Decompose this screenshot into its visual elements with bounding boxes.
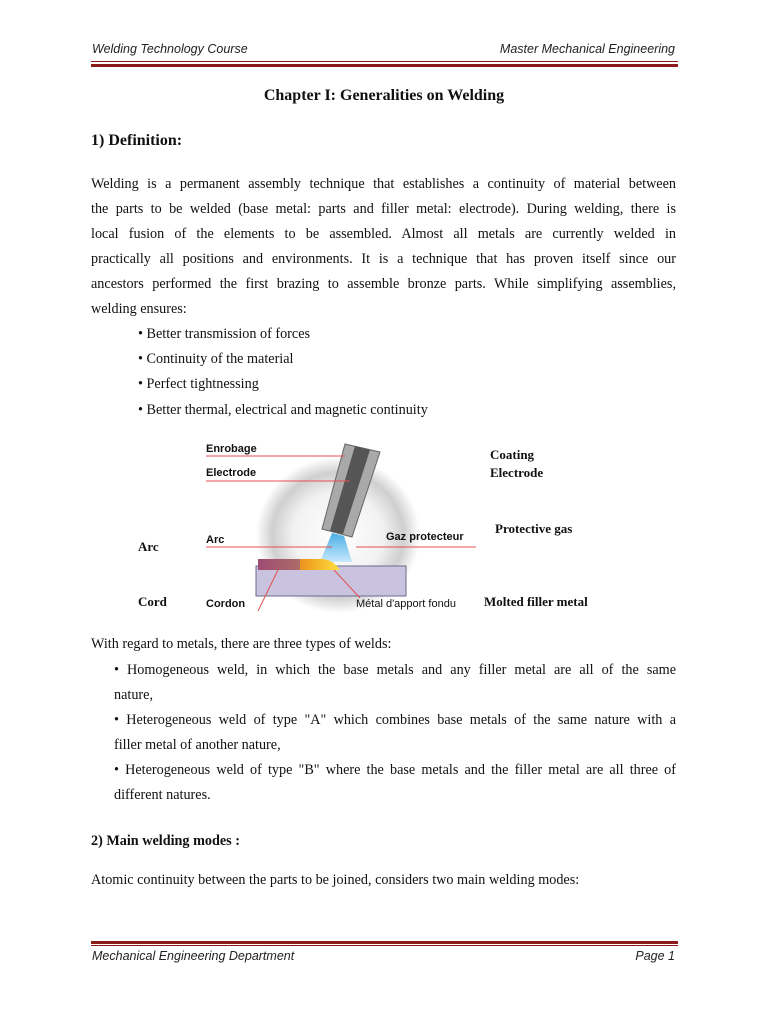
footer-rule-thick bbox=[91, 941, 678, 944]
footer-department: Mechanical Engineering Department bbox=[92, 949, 295, 963]
header-rule-thin bbox=[91, 61, 678, 62]
paragraph-line: With regard to metals, there are three types of welds: bbox=[91, 636, 392, 652]
fig-label-gaz: Gaz protecteur bbox=[386, 531, 464, 543]
list-item: • Continuity of the material bbox=[138, 351, 294, 367]
list-item-line: filler metal of another nature, bbox=[114, 737, 281, 753]
fig-label-enrobage: Enrobage bbox=[206, 443, 257, 455]
label-arc: Arc bbox=[138, 539, 159, 554]
section-heading-welding-modes: 2) Main welding modes : bbox=[91, 833, 240, 849]
paragraph-line: ancestors performed the first brazing to assemble bronze parts. While simplifying assemblies, bbox=[91, 276, 676, 292]
list-item: • Perfect tightnessing bbox=[138, 376, 259, 392]
fig-label-metal: Métal d'apport fondu bbox=[356, 598, 456, 610]
label-coating: Coating bbox=[490, 447, 535, 462]
welding-modes-paragraph bbox=[91, 868, 676, 893]
fig-label-electrode: Electrode bbox=[206, 467, 257, 479]
paragraph-line: Welding is a permanent assembly technique that establishes a continuity of material between bbox=[91, 176, 676, 192]
label-electrode: Electrode bbox=[490, 465, 544, 480]
label-molted-filler: Molted filler metal bbox=[484, 594, 588, 609]
header-rule-thick bbox=[91, 64, 678, 67]
solidified-bead bbox=[258, 559, 300, 570]
list-item-line: • Heterogeneous weld of type "A" which combines base metals of the same nature with a bbox=[114, 712, 676, 728]
paragraph-line: practically all positions and environments. It is a technique that has proven itself since our bbox=[91, 251, 676, 267]
paragraph-line: the parts to be welded (base metal: parts and filler metal: electrode). During welding, there is bbox=[91, 201, 676, 217]
base-metal-plate bbox=[256, 566, 406, 596]
definition-paragraph bbox=[91, 172, 676, 322]
fig-label-arc: Arc bbox=[206, 534, 225, 546]
list-item-line: • Heterogeneous weld of type "B" where the base metals and the filler metal are all three of bbox=[114, 762, 676, 778]
list-item: • Better transmission of forces bbox=[138, 326, 311, 342]
label-protective-gas: Protective gas bbox=[495, 521, 573, 536]
footer-page-number: Page 1 bbox=[635, 949, 675, 963]
chapter-title: Chapter I: Generalities on Welding bbox=[263, 87, 505, 104]
weld-type-list bbox=[114, 658, 676, 808]
header-program-title: Master Mechanical Engineering bbox=[499, 42, 675, 56]
list-item-line: different natures. bbox=[114, 787, 211, 803]
header-course-title: Welding Technology Course bbox=[92, 42, 248, 56]
footer-rule-thin bbox=[91, 945, 678, 946]
list-item-line: nature, bbox=[114, 687, 153, 703]
paragraph-line: Atomic continuity between the parts to be joined, considers two main welding modes: bbox=[91, 872, 580, 888]
list-item: • Better thermal, electrical and magnetic continuity bbox=[138, 402, 428, 418]
weld-types-intro bbox=[91, 632, 676, 657]
section-heading-definition: 1) Definition: bbox=[91, 132, 183, 149]
fig-label-cordon: Cordon bbox=[206, 598, 246, 610]
paragraph-line: welding ensures: bbox=[91, 301, 187, 317]
paragraph-line: local fusion of the elements to be assembled. Almost all metals are currently welded in bbox=[91, 226, 676, 242]
list-item-line: • Homogeneous weld, in which the base metals and any filler metal are all of the same bbox=[114, 662, 676, 678]
label-cord: Cord bbox=[138, 594, 167, 609]
